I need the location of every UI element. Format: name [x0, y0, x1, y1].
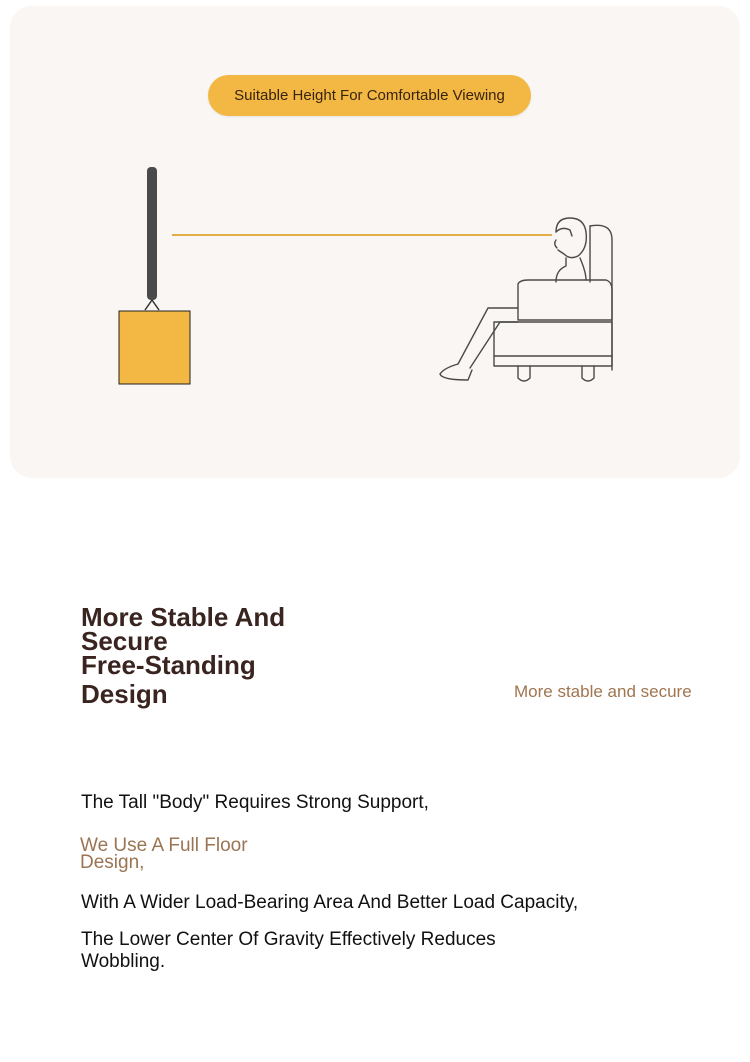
stand-pole	[147, 167, 157, 300]
height-banner-label: Suitable Height For Comfortable Viewing	[234, 87, 505, 104]
description-highlight: We Use A Full Floor Design,	[80, 835, 248, 873]
feature-title	[81, 602, 341, 709]
viewing-scene	[0, 0, 750, 480]
description-line-4: The Lower Center Of Gravity Effectively Reduces Wobbling.	[81, 929, 496, 972]
feature-title-line-4: Design	[81, 679, 168, 709]
feature-subtitle: More stable and secure	[514, 682, 692, 701]
stand-base	[119, 311, 190, 384]
feature-title-line-3: Free-Standing	[81, 650, 256, 680]
stand-connector	[145, 300, 159, 310]
seated-person-icon	[440, 218, 612, 381]
feature-title-line-2: Secure	[81, 626, 168, 656]
feature-title-line-1: More Stable And	[81, 602, 286, 632]
description-line-1: The Tall "Body" Requires Strong Support,	[81, 792, 429, 813]
description-line-3: With A Wider Load-Bearing Area And Better Load Capacity,	[81, 892, 579, 913]
